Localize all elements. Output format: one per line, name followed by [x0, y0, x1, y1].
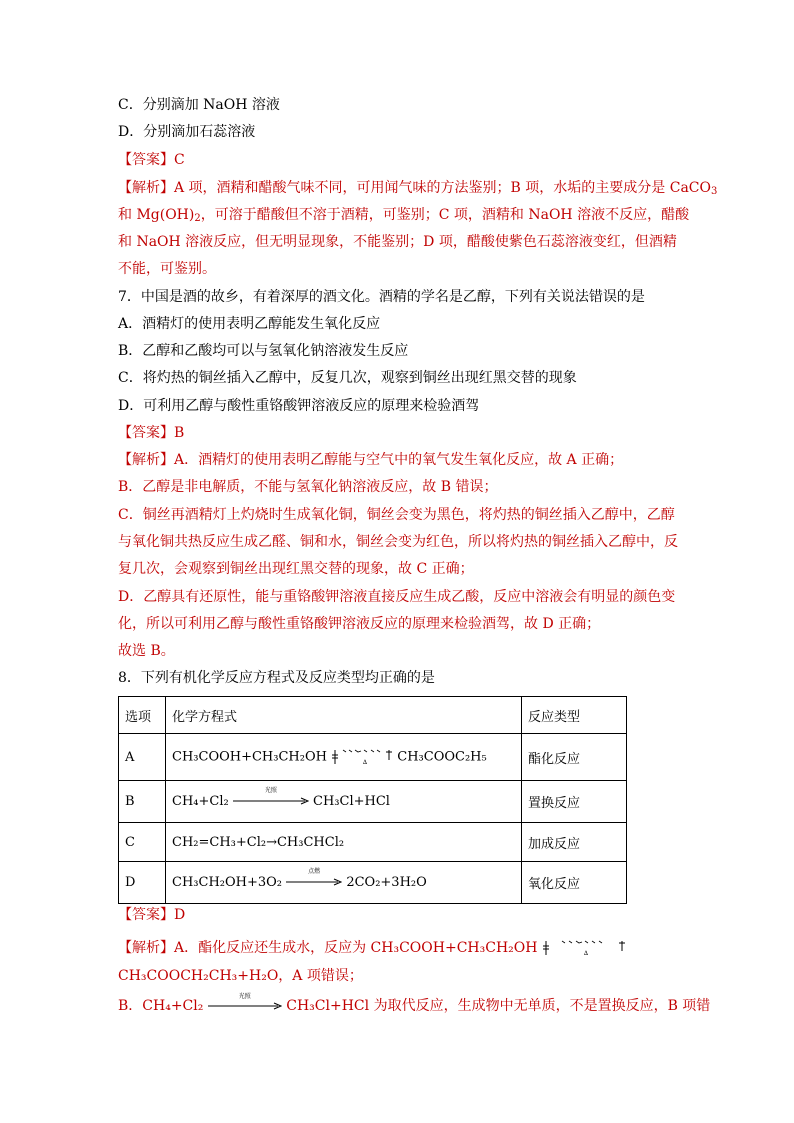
q7-analysis-line7: 化，所以可利用乙醇与酸性重铬酸钾溶液反应的原理来检验酒驾，故 D 正确； [118, 616, 601, 632]
header-type: 反应类型 [522, 697, 627, 734]
svg-text:∆: ∆ [583, 950, 589, 957]
right-arrow-icon [233, 787, 309, 809]
q8-answer [118, 906, 185, 924]
q8-stem: 8．下列有机化学反应方程式及反应类型均正确的是 [118, 670, 435, 686]
table-row [119, 734, 627, 781]
q6-analysis-line4: 不能，可鉴别。 [118, 261, 216, 277]
row-type: 置换反应 [522, 781, 627, 823]
q7-option-c: C．将灼热的铜丝插入乙醇中，反复几次，观察到铜丝出现红黑交替的现象 [118, 370, 577, 386]
answer-value: B [174, 425, 185, 441]
q8-analysis-line1 [118, 937, 626, 959]
svg-text:∆: ∆ [363, 759, 368, 766]
analysis-text: 和 Mg(OH) [118, 207, 195, 223]
q6-answer [118, 151, 185, 169]
analysis-text: A．酒精灯的使用表明乙醇能与空气中的氧气发生氧化反应，故 A 正确； [174, 452, 624, 468]
equation-right: CH₃COOC₂H₅ [397, 749, 487, 765]
analysis-text: ，可溶于醋酸但不溶于酒精，可鉴别；C 项，酒精和 NaOH 溶液不反应，醋酸 [200, 207, 690, 223]
answer-tag: 【答案】 [118, 907, 174, 923]
row-option: D [119, 862, 166, 904]
q7-analysis-line4: 与氧化铜共热反应生成乙醛、铜和水，铜丝会变为红色，所以将灼热的铜丝插入乙醇中，反 [118, 534, 678, 550]
q7-analysis-line6: D．乙醇具有还原性，能与重铬酸钾溶液直接反应生成乙酸，反应中溶液会有明显的颜色变 [118, 589, 676, 605]
q7-answer [118, 424, 184, 442]
q8-analysis-line2: CH₃COOCH₂CH₃+H₂O，A 项错误； [118, 968, 363, 984]
row-option: A [119, 734, 166, 781]
row-equation [166, 734, 522, 781]
analysis-tag: 【解析】 [118, 940, 174, 956]
q7-analysis-line5: 复几次，会观察到铜丝出现红黑交替的现象，故 C 正确； [118, 561, 474, 577]
q7-analysis-line3: C．铜丝再酒精灯上灼烧时生成氧化铜，铜丝会变为黑色，将灼热的铜丝插入乙醇中，乙醇 [118, 507, 675, 523]
condition-label: 点燃 [308, 868, 321, 875]
q6-option-c: C．分别滴加 NaOH 溶液 [118, 97, 280, 113]
analysis-tag: 【解析】 [118, 452, 174, 468]
condition-label: 光照 [264, 787, 277, 794]
equation-right: CH₃Cl+HCl [313, 794, 390, 809]
answer-value: C [174, 152, 185, 168]
q7-analysis-line1 [118, 451, 623, 469]
q6-analysis-line2: 和 $Mg(OH)_2$，可溶于醋酸但不溶于酒精，可鉴别；C 项，酒精和 NaOH 溶液不反应，醋酸 [118, 207, 690, 224]
row-option: C [119, 823, 166, 862]
q6-analysis-line3: 和 NaOH 溶液反应，但无明显现象，不能鉴别；D 项，醋酸使紫色石蕊溶液变红，但酒精 [118, 234, 677, 250]
table-row [119, 781, 627, 823]
row-type: 酯化反应 [522, 734, 627, 781]
equation-left: CH₃COOH+CH₃CH₂OH [172, 749, 327, 765]
equation-right: 2CO₂+3H₂O [346, 875, 427, 890]
equation-left: B．CH₄+Cl₂ [118, 998, 204, 1014]
equation-left: CH₄+Cl₂ [172, 794, 229, 809]
answer-value: D [174, 907, 186, 923]
q6-analysis-line1: 【解析】A 项，酒精和醋酸气味不同，可用闻气味的方法鉴别；B 项，水垢的主要成分是 CaCO$_3$ [118, 180, 718, 197]
q7-option-a: A．酒精灯的使用表明乙醇能发生氧化反应 [118, 316, 381, 332]
header-equation: 化学方程式 [166, 697, 522, 734]
right-arrow-icon [208, 993, 282, 1015]
answer-tag: 【答案】 [118, 425, 174, 441]
row-type: 氧化反应 [522, 862, 627, 904]
q8-analysis-line3 [118, 993, 711, 1015]
answer-tag: 【答案】 [118, 152, 174, 168]
header-option: 选项 [119, 697, 166, 734]
reaction-table [118, 696, 627, 904]
analysis-text: A．酯化反应还生成水，反应为 CH₃COOH+CH₃CH₂OH [174, 940, 538, 956]
analysis-tag: 【解析】 [118, 180, 174, 196]
condition-label: 光照 [238, 993, 251, 1000]
q7-analysis-line8: 故选 B。 [118, 643, 175, 659]
row-type: 加成反应 [522, 823, 627, 862]
q6-option-d: D．分别滴加石蕊溶液 [118, 124, 256, 140]
q7-option-d: D．可利用乙醇与酸性重铬酸钾溶液反应的原理来检验酒驾 [118, 398, 480, 414]
reversible-arrow-icon [542, 937, 626, 959]
right-arrow-icon [286, 868, 342, 890]
analysis-text: A 项，酒精和醋酸气味不同，可用闻气味的方法鉴别；B 项，水垢的主要成分是 CaCO [174, 180, 711, 196]
table-row [119, 823, 627, 862]
table-row [119, 862, 627, 904]
reversible-arrow-icon [331, 746, 393, 768]
equation-left: CH₃CH₂OH+3O₂ [172, 875, 283, 890]
q7-analysis-line2: B．乙醇是非电解质，不能与氢氧化钠溶液反应，故 B 错误； [118, 479, 498, 495]
row-equation [166, 781, 522, 823]
table-header-row [119, 697, 627, 734]
row-equation: CH₂=CH₃+Cl₂→CH₃CHCl₂ [166, 823, 522, 862]
analysis-text: CH₃Cl+HCl 为取代反应，生成物中无单质，不是置换反应，B 项错 [286, 998, 711, 1014]
row-equation [166, 862, 522, 904]
q7-option-b: B．乙醇和乙酸均可以与氢氧化钠溶液发生反应 [118, 343, 409, 359]
row-option: B [119, 781, 166, 823]
q7-stem: 7．中国是酒的故乡，有着深厚的酒文化。酒精的学名是乙醇，下列有关说法错误的是 [118, 289, 645, 305]
